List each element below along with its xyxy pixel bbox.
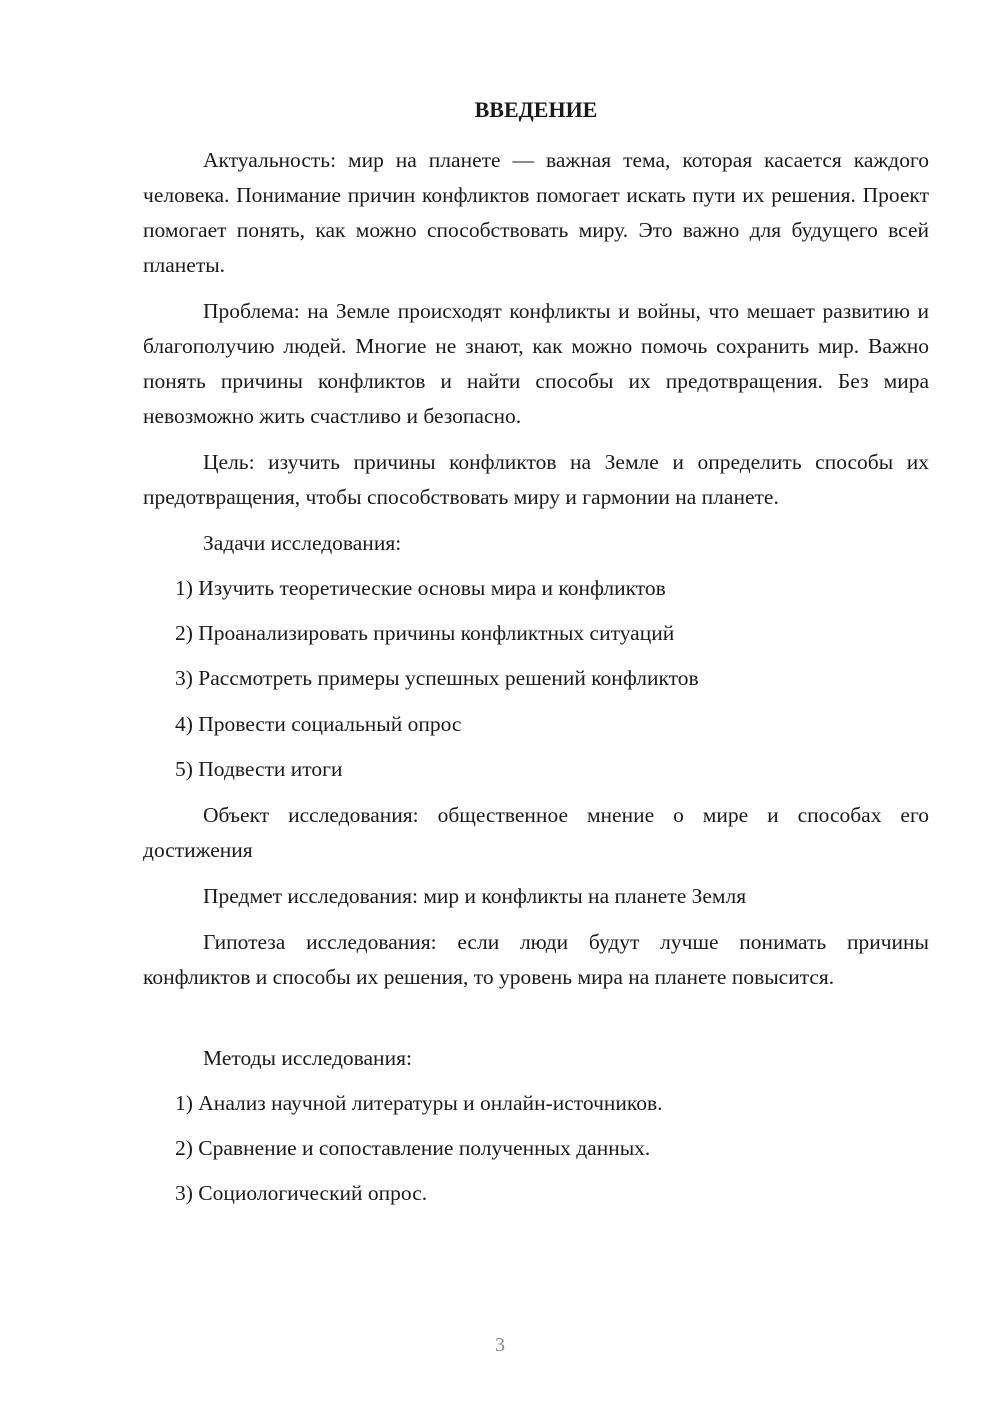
method-item: 1) Анализ научной литературы и онлайн-источников. xyxy=(175,1091,663,1115)
task-item: 1) Изучить теоретические основы мира и конфликтов xyxy=(175,576,666,600)
subject-paragraph: Предмет исследования: мир и конфликты на планете Земля xyxy=(203,884,747,908)
method-item: 2) Сравнение и сопоставление полученных данных. xyxy=(175,1136,651,1160)
task-item: 5) Подвести итоги xyxy=(175,757,343,781)
task-item: 2) Проанализировать причины конфликтных ситуаций xyxy=(175,621,675,645)
page-number: 3 xyxy=(495,1334,505,1356)
methods-heading: Методы исследования: xyxy=(203,1046,412,1070)
object-paragraph: Объект исследования: общественное мнение о мире и способах его достижения xyxy=(143,803,929,862)
hypothesis-paragraph: Гипотеза исследования: если люди будут лучше понимать причины конфликтов и способы их решения, то уровень мира на планете повысится. xyxy=(143,930,929,989)
page-title: ВВЕДЕНИЕ xyxy=(474,97,598,122)
relevance-paragraph: Актуальность: мир на планете — важная тема, которая касается каждого человека. Понимание причин конфликтов помогает искать пути их решения. Проект помогает понять, как можно способствовать миру. Это важно для будущего всей планеты. xyxy=(143,148,929,277)
task-item: 4) Провести социальный опрос xyxy=(175,712,462,736)
goal-paragraph: Цель: изучить причины конфликтов на Земле и определить способы их предотвращения, чтобы способствовать миру и гармонии на планете. xyxy=(143,450,929,509)
tasks-heading: Задачи исследования: xyxy=(203,531,402,555)
method-item: 3) Социологический опрос. xyxy=(175,1181,428,1205)
problem-paragraph: Проблема: на Земле происходят конфликты и войны, что мешает развитию и благополучию людей. Многие не знают, как можно помочь сохранить мир. Важно понять причины конфликтов и найти способы их предотвращения. Без мира невозможно жить счастливо и безопасно. xyxy=(143,299,929,428)
task-item: 3) Рассмотреть примеры успешных решений конфликтов xyxy=(175,666,699,690)
